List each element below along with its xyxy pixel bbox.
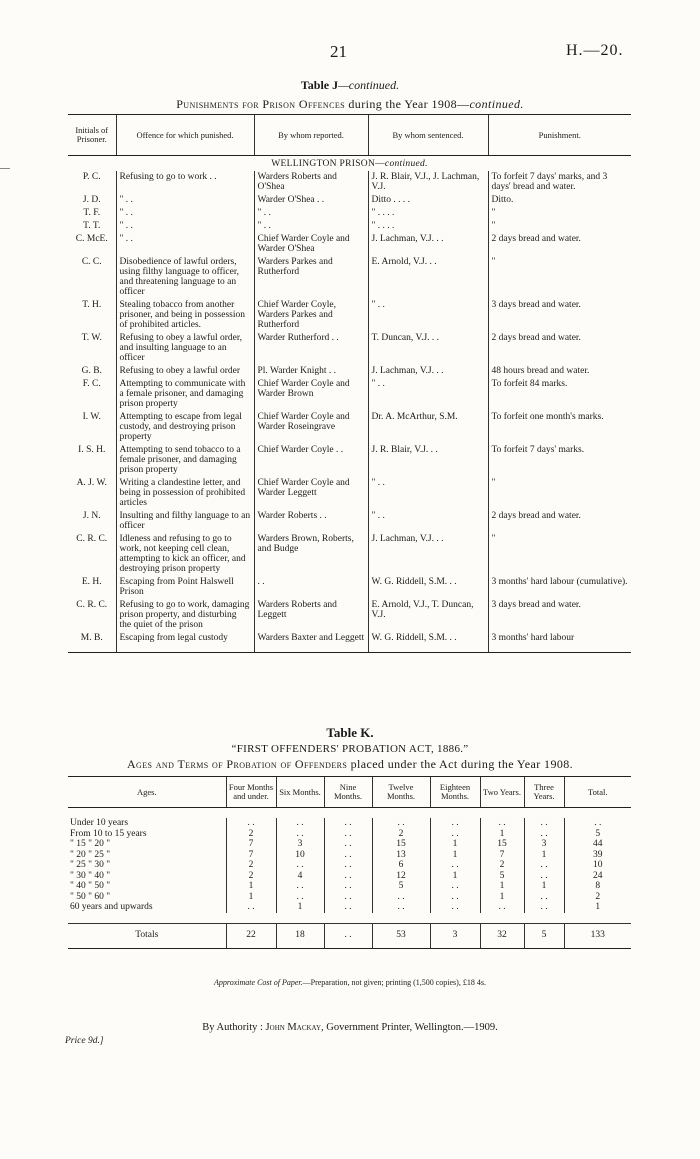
count-cell: . . xyxy=(564,818,631,829)
count-cell: 2 xyxy=(226,860,276,871)
age-label: " 20 " 25 " xyxy=(70,849,111,860)
cell-initials: E. H. xyxy=(81,577,102,587)
count-cell: 8 xyxy=(564,881,631,892)
cell-initials: G. B. xyxy=(81,366,102,376)
cell-punishment: " xyxy=(488,220,631,233)
table-row xyxy=(68,829,631,840)
count-cell: 12 xyxy=(372,871,430,882)
cell-punishment: 2 days bread and water. xyxy=(488,233,631,256)
age-label: " 25 " 30 " xyxy=(70,860,111,870)
count-cell: 2 xyxy=(372,829,430,840)
count-cell: 1 xyxy=(524,881,564,892)
punishments-table xyxy=(68,114,631,653)
col-header: Six Months. xyxy=(276,777,324,808)
cell-sentenced: Dr. A. McArthur, S.M. xyxy=(368,411,488,444)
count-cell: . . xyxy=(480,902,524,913)
count-cell: 2 xyxy=(564,892,631,903)
cell-initials: P. C. xyxy=(82,172,101,182)
cell-punishment: To forfeit 84 marks. xyxy=(488,378,631,411)
count-cell: . . xyxy=(226,818,276,829)
cell-offence: Idleness and refusing to go to work, not keeping cell clean, attempting to kick an officer, and destroying prison property xyxy=(116,533,254,576)
count-cell: . . xyxy=(226,902,276,913)
count-cell: . . xyxy=(524,829,564,840)
cell-offence: Stealing tobacco from another prisoner, and being in possession of prohibited articles. xyxy=(116,299,254,332)
count-cell: 7 xyxy=(480,850,524,861)
cell-reported: Warders Parkes and Rutherford xyxy=(254,256,368,299)
table-row xyxy=(68,194,631,207)
cell-offence: Attempting to communicate with a female prisoner, and damaging prison property xyxy=(116,378,254,411)
count-cell: . . xyxy=(276,829,324,840)
col-header: Four Months and under. xyxy=(226,777,276,808)
count-cell: . . xyxy=(524,902,564,913)
count-cell: 1 xyxy=(564,902,631,913)
cell-sentenced: " . . . . xyxy=(368,220,488,233)
cell-offence: Refusing to obey a lawful order xyxy=(116,365,254,378)
cell-offence: Escaping from Point Halswell Prison xyxy=(116,576,254,599)
cell-initials: I. W. xyxy=(82,412,101,422)
table-row xyxy=(68,860,631,871)
cell-punishment: " xyxy=(488,533,631,576)
count-cell: . . xyxy=(430,902,480,913)
col-header: Ages. xyxy=(68,777,226,808)
cell-sentenced: J. R. Blair, V.J. . . xyxy=(368,444,488,477)
count-cell: 3 xyxy=(276,839,324,850)
cell-initials: T. H. xyxy=(82,300,102,310)
count-cell: 5 xyxy=(564,829,631,840)
count-cell: 10 xyxy=(564,860,631,871)
count-cell: 1 xyxy=(480,892,524,903)
count-cell: 1 xyxy=(480,881,524,892)
totals-label: Totals xyxy=(68,923,226,948)
col-header: Twelve Months. xyxy=(372,777,430,808)
cost-note: Approximate Cost of Paper.—Preparation, not given; printing (1,500 copies), £18 4s. xyxy=(214,978,486,987)
count-cell: . . xyxy=(524,892,564,903)
cell-reported: Warder Roberts . . xyxy=(254,510,368,533)
table-k-subtitle-2: Ages and Terms of Probation of Offenders placed under the Act during the Year 1908. xyxy=(126,757,574,771)
cell-initials: C. C. xyxy=(81,257,102,267)
count-cell: . . xyxy=(524,871,564,882)
cell-sentenced: J. R. Blair, V.J., J. Lachman, V.J. xyxy=(368,171,488,194)
cell-offence: Disobedience of lawful orders, using filthy language to officer, and threatening language to an officer xyxy=(116,256,254,299)
cell-punishment: 3 days bread and water. xyxy=(488,599,631,632)
total-cell: 53 xyxy=(372,923,430,948)
cell-sentenced: " . . xyxy=(368,477,488,510)
table-row xyxy=(68,477,631,510)
count-cell: . . xyxy=(372,902,430,913)
cell-punishment: 2 days bread and water. xyxy=(488,332,631,365)
probation-table xyxy=(68,776,631,949)
count-cell: . . xyxy=(324,860,372,871)
col-initials: Initials of Prisoner. xyxy=(68,115,116,156)
cell-sentenced: " . . xyxy=(368,299,488,332)
cell-offence: Escaping from legal custody xyxy=(116,632,254,653)
count-cell: . . xyxy=(430,818,480,829)
total-cell: 32 xyxy=(480,923,524,948)
col-sentenced: By whom sentenced. xyxy=(368,115,488,156)
cell-reported: . . xyxy=(254,576,368,599)
cell-punishment: To forfeit 7 days' marks. xyxy=(488,444,631,477)
count-cell: . . xyxy=(276,881,324,892)
table-row xyxy=(68,892,631,903)
table-row xyxy=(68,871,631,882)
count-cell: 1 xyxy=(276,902,324,913)
count-cell: 7 xyxy=(226,850,276,861)
cell-initials: F. C. xyxy=(82,379,101,389)
cell-offence: " . . xyxy=(116,194,254,207)
cell-punishment: " xyxy=(488,477,631,510)
cell-sentenced: J. Lachman, V.J. . . xyxy=(368,365,488,378)
table-row xyxy=(68,533,631,576)
cell-sentenced: " . . xyxy=(368,378,488,411)
cell-reported: Warder O'Shea . . xyxy=(254,194,368,207)
count-cell: . . xyxy=(324,839,372,850)
col-offence: Offence for which punished. xyxy=(116,115,254,156)
cell-reported: Warder Rutherford . . xyxy=(254,332,368,365)
cell-sentenced: J. Lachman, V.J. . . xyxy=(368,533,488,576)
cell-initials: C. McE. xyxy=(75,234,108,244)
cell-punishment: 3 days bread and water. xyxy=(488,299,631,332)
cell-offence: Refusing to go to work . . xyxy=(116,171,254,194)
cell-reported: Chief Warder Coyle and Warder O'Shea xyxy=(254,233,368,256)
count-cell: . . xyxy=(324,829,372,840)
cell-reported: Warders Roberts and O'Shea xyxy=(254,171,368,194)
cell-reported: Chief Warder Coyle . . xyxy=(254,444,368,477)
cell-reported: Warders Baxter and Leggett xyxy=(254,632,368,653)
cell-sentenced: " . . . . xyxy=(368,207,488,220)
table-row xyxy=(68,632,631,653)
count-cell: 2 xyxy=(226,829,276,840)
total-cell: . . xyxy=(324,923,372,948)
total-cell: 5 xyxy=(524,923,564,948)
count-cell: 4 xyxy=(276,871,324,882)
cell-reported: Warders Brown, Roberts, and Budge xyxy=(254,533,368,576)
cell-punishment: " xyxy=(488,207,631,220)
age-label: " 15 " 20 " xyxy=(70,839,111,849)
cell-sentenced: Ditto . . . . xyxy=(368,194,488,207)
count-cell: 10 xyxy=(276,850,324,861)
cell-offence: " . . xyxy=(116,207,254,220)
count-cell: 1 xyxy=(524,850,564,861)
count-cell: . . xyxy=(324,902,372,913)
cell-reported: Chief Warder Coyle, Warders Parkes and Rutherford xyxy=(254,299,368,332)
cell-reported: Pl. Warder Knight . . xyxy=(254,365,368,378)
count-cell: 13 xyxy=(372,850,430,861)
cell-punishment: Ditto. xyxy=(488,194,631,207)
table-row xyxy=(68,902,631,913)
cell-sentenced: J. Lachman, V.J. . . xyxy=(368,233,488,256)
cell-sentenced: " . . xyxy=(368,510,488,533)
table-row xyxy=(68,510,631,533)
price-note: Price 9d.] xyxy=(65,1036,104,1046)
col-punishment: Punishment. xyxy=(488,115,631,156)
count-cell: 24 xyxy=(564,871,631,882)
age-label: Under 10 years xyxy=(70,818,129,828)
cell-sentenced: E. Arnold, V.J. . . xyxy=(368,256,488,299)
cell-initials: T. W. xyxy=(81,333,102,343)
cell-offence: Refusing to go to work, damaging prison property, and disturbing the quiet of the prison xyxy=(116,599,254,632)
count-cell: 1 xyxy=(430,850,480,861)
age-label: " 40 " 50 " xyxy=(70,881,111,891)
table-row xyxy=(68,881,631,892)
col-header: Nine Months. xyxy=(324,777,372,808)
age-label: 60 years and upwards xyxy=(70,902,153,912)
count-cell: 15 xyxy=(372,839,430,850)
count-cell: . . xyxy=(430,892,480,903)
table-row xyxy=(68,256,631,299)
cell-initials: A. J. W. xyxy=(76,478,107,488)
page-number: 21 xyxy=(330,42,347,61)
table-row xyxy=(68,818,631,829)
count-cell: 1 xyxy=(480,829,524,840)
count-cell: . . xyxy=(430,829,480,840)
table-row xyxy=(68,207,631,220)
count-cell: . . xyxy=(372,818,430,829)
cell-offence: " . . xyxy=(116,233,254,256)
count-cell: . . xyxy=(324,850,372,861)
total-cell: 133 xyxy=(564,923,631,948)
col-reported: By whom reported. xyxy=(254,115,368,156)
cell-reported: Chief Warder Coyle and Warder Brown xyxy=(254,378,368,411)
count-cell: . . xyxy=(430,881,480,892)
count-cell: 39 xyxy=(564,850,631,861)
count-cell: 2 xyxy=(226,871,276,882)
count-cell: . . xyxy=(324,871,372,882)
cell-punishment: 2 days bread and water. xyxy=(488,510,631,533)
cell-sentenced: W. G. Riddell, S.M. . . xyxy=(368,632,488,653)
count-cell: 44 xyxy=(564,839,631,850)
margin-mark xyxy=(0,168,10,169)
cell-initials: C. R. C. xyxy=(76,534,108,544)
table-row xyxy=(68,171,631,194)
age-label: " 50 " 60 " xyxy=(70,891,111,902)
table-row xyxy=(68,233,631,256)
cell-reported: " . . xyxy=(254,220,368,233)
table-row xyxy=(68,220,631,233)
cell-punishment: To forfeit one month's marks. xyxy=(488,411,631,444)
table-row xyxy=(68,332,631,365)
count-cell: 3 xyxy=(524,839,564,850)
count-cell: . . xyxy=(524,860,564,871)
table-row xyxy=(68,299,631,332)
cell-sentenced: T. Duncan, V.J. . . xyxy=(368,332,488,365)
cell-sentenced: W. G. Riddell, S.M. . . xyxy=(368,576,488,599)
count-cell: 1 xyxy=(430,839,480,850)
count-cell: . . xyxy=(276,818,324,829)
table-k-title: Table K. xyxy=(326,725,374,740)
total-cell: 22 xyxy=(226,923,276,948)
age-label: " 30 " 40 " xyxy=(70,870,111,881)
cell-offence: " . . xyxy=(116,220,254,233)
cell-punishment: " xyxy=(488,256,631,299)
cell-reported: Chief Warder Coyle and Warder Roseingrave xyxy=(254,411,368,444)
col-header: Two Years. xyxy=(480,777,524,808)
cell-punishment: 3 months' hard labour (cumulative). xyxy=(488,576,631,599)
cell-reported: Chief Warder Coyle and Warder Leggett xyxy=(254,477,368,510)
table-row xyxy=(68,411,631,444)
count-cell: . . xyxy=(324,818,372,829)
count-cell: . . xyxy=(480,818,524,829)
table-row xyxy=(68,599,631,632)
totals-row xyxy=(68,923,631,948)
col-header: Total. xyxy=(564,777,631,808)
col-header: Three Years. xyxy=(524,777,564,808)
table-row xyxy=(68,576,631,599)
cell-initials: M. B. xyxy=(68,632,116,653)
count-cell: . . xyxy=(276,860,324,871)
total-cell: 3 xyxy=(430,923,480,948)
count-cell: . . xyxy=(372,892,430,903)
count-cell: 6 xyxy=(372,860,430,871)
age-label: From 10 to 15 years xyxy=(70,828,147,839)
cell-initials: J. N. xyxy=(82,511,101,521)
section-heading: WELLINGTON PRISON—continued. xyxy=(271,159,428,169)
count-cell: 1 xyxy=(430,871,480,882)
count-cell: . . xyxy=(324,892,372,903)
cell-initials: T. T. xyxy=(83,221,101,231)
cell-offence: Insulting and filthy language to an officer xyxy=(116,510,254,533)
count-cell: 2 xyxy=(480,860,524,871)
cell-initials: J. D. xyxy=(82,195,101,205)
cell-offence: Writing a clandestine letter, and being in possession of prohibited articles xyxy=(116,477,254,510)
count-cell: 1 xyxy=(226,892,276,903)
count-cell: . . xyxy=(430,860,480,871)
authority-line: By Authority : John Mackay, Government Printer, Wellington.—1909. xyxy=(202,1022,498,1033)
table-row xyxy=(68,850,631,861)
count-cell: . . xyxy=(324,881,372,892)
count-cell: 1 xyxy=(226,881,276,892)
cell-initials: C. R. C. xyxy=(76,600,108,610)
cell-reported: Warders Roberts and Leggett xyxy=(254,599,368,632)
cell-offence: Attempting to escape from legal custody, and destroying prison property xyxy=(116,411,254,444)
cell-punishment: 3 months' hard labour xyxy=(488,632,631,653)
total-cell: 18 xyxy=(276,923,324,948)
count-cell: 7 xyxy=(226,839,276,850)
table-k-subtitle: “FIRST OFFENDERS' PROBATION ACT, 1886.” xyxy=(231,743,469,755)
count-cell: . . xyxy=(524,818,564,829)
table-row xyxy=(68,365,631,378)
document-reference: H.—20. xyxy=(566,42,624,59)
cell-initials: T. F. xyxy=(83,208,101,218)
cell-offence: Refusing to obey a lawful order, and insulting language to an officer xyxy=(116,332,254,365)
cell-punishment: To forfeit 7 days' marks, and 3 days' bread and water. xyxy=(488,171,631,194)
table-j-subtitle: Punishments for Prison Offences during the Year 1908—continued. xyxy=(176,97,524,111)
cell-offence: Attempting to send tobacco to a female prisoner, and damaging prison property xyxy=(116,444,254,477)
col-header: Eighteen Months. xyxy=(430,777,480,808)
table-j-title: Table J—continued. xyxy=(300,78,400,92)
table-row xyxy=(68,378,631,411)
cell-initials: I. S. H. xyxy=(78,445,106,455)
count-cell: . . xyxy=(276,892,324,903)
cell-punishment: 48 hours bread and water. xyxy=(488,365,631,378)
table-row xyxy=(68,444,631,477)
cell-reported: " . . xyxy=(254,207,368,220)
cell-sentenced: E. Arnold, V.J., T. Duncan, V.J. xyxy=(368,599,488,632)
count-cell: 5 xyxy=(372,881,430,892)
count-cell: 5 xyxy=(480,871,524,882)
table-row xyxy=(68,839,631,850)
count-cell: 15 xyxy=(480,839,524,850)
